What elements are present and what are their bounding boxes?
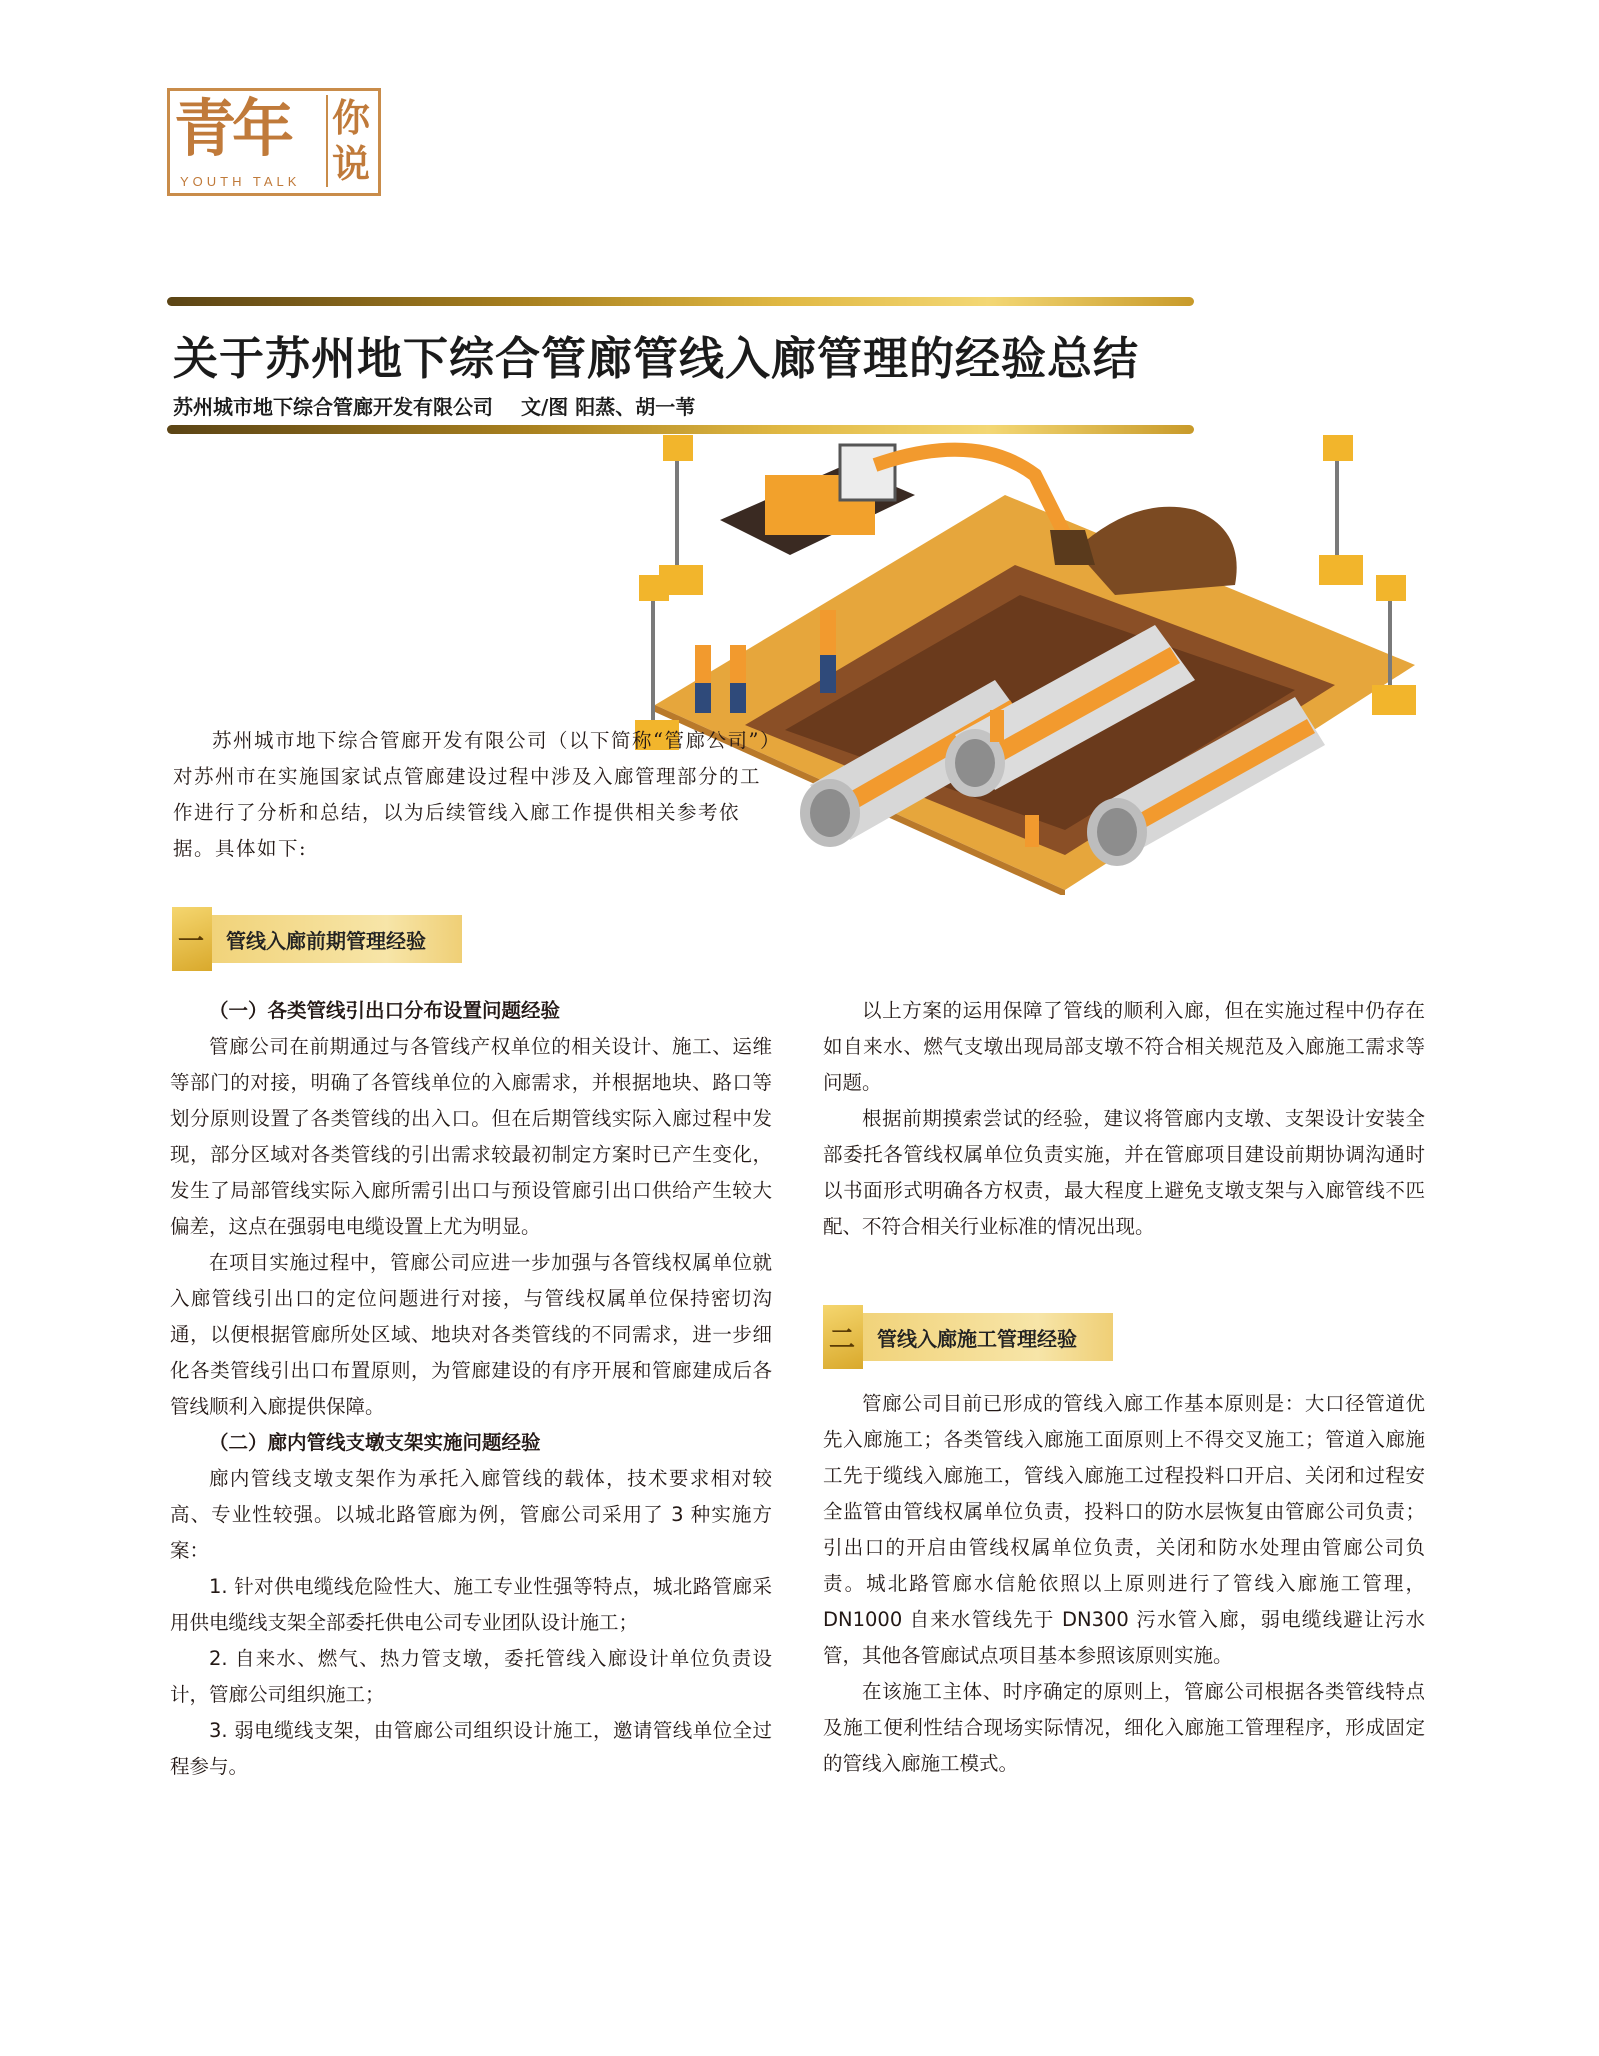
paragraph: 以上方案的运用保障了管线的顺利入廊，但在实施过程中仍存在如自来水、燃气支墩出现局部支墩不符合相关规范及入廊施工需求等问题。	[823, 999, 1425, 1094]
logo-side-char-1: 你	[331, 96, 370, 140]
list-item: 2. 自来水、燃气、热力管支墩，委托管线入廊设计单位负责设计，管廊公司组织施工；	[170, 1647, 772, 1706]
intro-text: 苏州城市地下综合管廊开发有限公司（以下简称“管廊公司”）对苏州市在实施国家试点管廊建设过程中涉及入廊管理部分的工作进行了分析和总结，以为后续管线入廊工作提供相关参考依据。具体如下:	[173, 729, 772, 860]
intro-paragraph	[173, 723, 773, 867]
title-top-bar	[167, 297, 1194, 306]
subheading-2: （二）廊内管线支墩支架实施问题经验	[209, 1431, 541, 1454]
logo-side	[326, 95, 374, 187]
byline-org: 苏州城市地下综合管廊开发有限公司	[173, 395, 493, 419]
paragraph: 根据前期摸索尝试的经验，建议将管廊内支墩、支架设计安装全部委托各管线权属单位负责实施，并在管廊项目建设前期协调沟通时以书面形式明确各方权责，最大程度上避免支墩支架与入廊管线不匹配、不符合相关行业标准的情况出现。	[823, 1107, 1425, 1238]
subheading-1: （一）各类管线引出口分布设置问题经验	[209, 999, 561, 1022]
section-1-label: 管线入廊前期管理经验	[226, 929, 426, 953]
section-2-label: 管线入廊施工管理经验	[877, 1327, 1077, 1351]
left-column	[170, 993, 772, 1785]
section-1-header	[172, 915, 462, 971]
section-2-number: 二	[829, 1325, 856, 1355]
right-column-top	[823, 993, 1425, 1245]
logo-main-text: 青年	[174, 92, 291, 165]
right-column-bottom	[823, 1386, 1425, 1782]
title-bottom-bar	[167, 425, 1194, 434]
section-1-number: 一	[178, 927, 205, 957]
article-title: 关于苏州地下综合管廊管线入廊管理的经验总结	[173, 332, 1140, 385]
logo-subtitle: YOUTH TALK	[180, 174, 301, 189]
logo-side-char-2: 说	[331, 142, 370, 186]
paragraph: 在该施工主体、时序确定的原则上，管廊公司根据各类管线特点及施工便利性结合现场实际情况，细化入廊施工管理程序，形成固定的管线入廊施工模式。	[823, 1680, 1425, 1775]
byline	[173, 391, 695, 420]
paragraph: 管廊公司在前期通过与各管线产权单位的相关设计、施工、运维等部门的对接，明确了各管线单位的入廊需求，并根据地块、路口等划分原则设置了各类管线的出入口。但在后期管线实际入廊过程中发现，部分区域对各类管线的引出需求较最初制定方案时已产生变化，发生了局部管线实际入廊所需引出口与预设管廊引出口供给产生较大偏差，这点在强弱电电缆设置上尤为明显。	[170, 1035, 772, 1238]
paragraph: 在项目实施过程中，管廊公司应进一步加强与各管线权属单位就入廊管线引出口的定位问题进行对接，与管线权属单位保持密切沟通，以便根据管廊所处区域、地块对各类管线的不同需求，进一步细化各类管线引出口布置原则，为管廊建设的有序开展和管廊建成后各管线顺利入廊提供保障。	[170, 1251, 772, 1418]
byline-authors: 文/图 阳蒸、胡一苇	[521, 395, 696, 419]
paragraph: 廊内管线支墩支架作为承托入廊管线的载体，技术要求相对较高、专业性较强。以城北路管廊为例，管廊公司采用了 3 种实施方案：	[170, 1467, 772, 1562]
section-2-header	[823, 1313, 1113, 1369]
paragraph: 管廊公司目前已形成的管线入廊工作基本原则是：大口径管道优先入廊施工；各类管线入廊施工面原则上不得交叉施工；管道入廊施工先于缆线入廊施工，管线入廊施工过程投料口开启、关闭和过程安全监管由管线权属单位负责，投料口的防水层恢复由管廊公司负责；引出口的开启由管线权属单位负责，关闭和防水处理由管廊公司负责。城北路管廊水信舱依照以上原则进行了管线入廊施工管理，DN1000 自来水管线先于 DN300 污水管入廊，弱电缆线避让污水管，其他各管廊试点项目基本参照该原则实施。	[823, 1392, 1425, 1667]
list-item: 1. 针对供电缆线危险性大、施工专业性强等特点，城北路管廊采用供电缆线支架全部委托供电公司专业团队设计施工；	[170, 1575, 772, 1634]
list-item: 3. 弱电缆线支架，由管廊公司组织设计施工，邀请管线单位全过程参与。	[170, 1719, 772, 1778]
magazine-logo	[167, 88, 381, 196]
